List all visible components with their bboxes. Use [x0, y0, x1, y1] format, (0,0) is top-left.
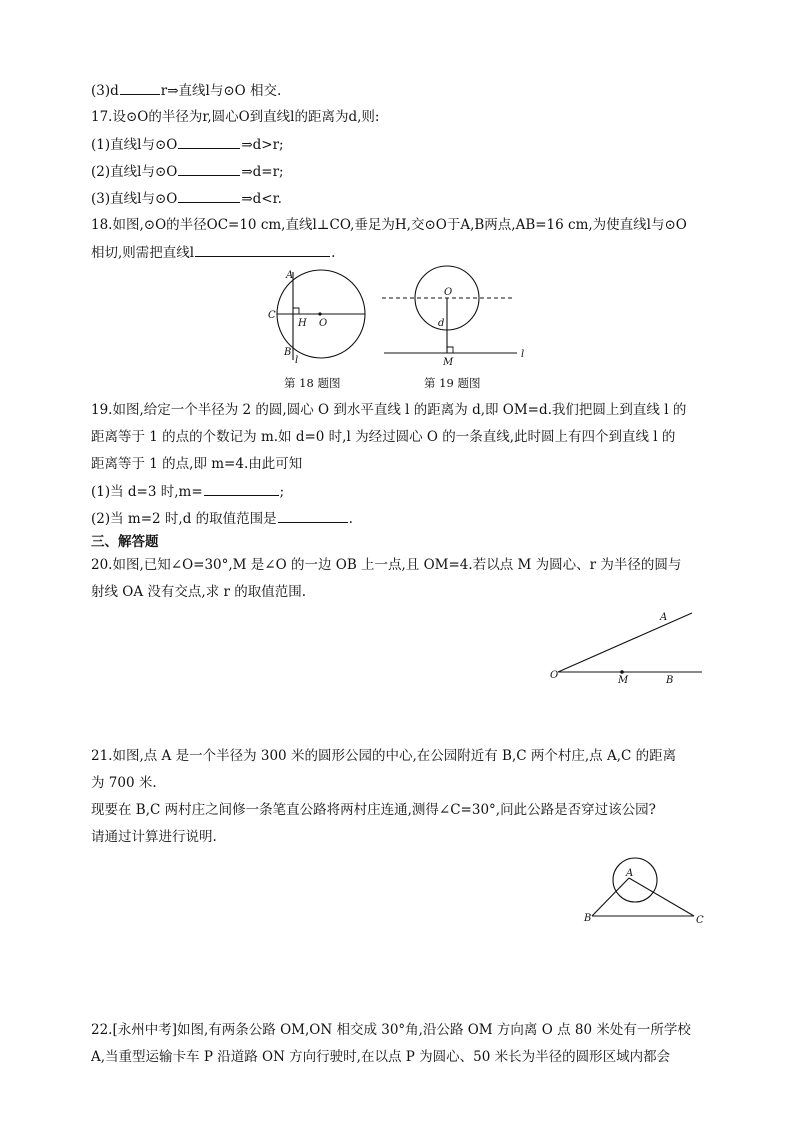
q20-line1: 20.如图,已知∠O=30°,M 是∠O 的一边 OB 上一点,且 OM=4.若以点 M 为圆心、r 为半径的圆与 [91, 557, 682, 573]
label-o: O [550, 670, 559, 681]
q19-part2 [91, 509, 353, 528]
label-o: O [319, 318, 328, 329]
q17-part1 [91, 135, 284, 154]
q19-part2-post: . [348, 511, 353, 527]
figure-20 [545, 608, 705, 688]
q16-part3-pre: (3)d [91, 83, 119, 99]
label-l: l [295, 355, 299, 364]
label-l: l [521, 349, 525, 360]
q21-line2: 为 700 米. [91, 775, 157, 791]
segment-ac [629, 878, 694, 916]
q22-line1: 22.[永州中考]如图,有两条公路 OM,ON 相交成 30°角,沿公路 OM 方向离 O 点 80 米处有一所学校 [91, 1022, 691, 1038]
q19-part1-post: ; [279, 484, 285, 500]
q19-part1-pre: (1)当 d=3 时,m= [91, 484, 203, 500]
q18-line2 [91, 243, 335, 262]
answer-blank[interactable] [120, 81, 160, 95]
label-c: C [268, 310, 276, 321]
figure-19 [382, 262, 534, 368]
ray-oa [558, 613, 692, 672]
park-circle [613, 858, 657, 902]
q16-part3 [91, 81, 281, 100]
q20-line2: 射线 OA 没有交点,求 r 的取值范围. [91, 584, 307, 600]
answer-blank[interactable] [178, 162, 240, 176]
q17-part2-pre: (2)直线l与⊙O [91, 164, 178, 180]
q18-line2-post: . [331, 245, 336, 261]
q17-part2-post: ⇒d=r; [241, 164, 284, 180]
q21-line3: 现要在 B,C 两村庄之间修一条笔直公路将两村庄连通,测得∠C=30°,问此公路是否穿过该公园? [91, 802, 656, 818]
segment-ab [592, 878, 629, 916]
label-b: B [284, 347, 292, 358]
caption-18: 第 18 题图 [284, 376, 341, 390]
q22-line2: A,当重型运输卡车 P 沿道路 ON 方向行驶时,在以点 P 为圆心、50 米长为半径的圆形区域内都会 [91, 1049, 671, 1065]
q19-line3: 距离等于 1 的点,即 m=4.由此可知 [91, 456, 303, 472]
point-m [620, 670, 624, 674]
q19-part2-pre: (2)当 m=2 时,d 的取值范围是 [91, 511, 277, 527]
label-h: H [298, 318, 307, 329]
q18-line1: 18.如图,⊙O的半径OC=10 cm,直线l⊥CO,垂足为H,交⊙O于A,B两点,AB=16 cm,为使直线l与⊙O [91, 217, 687, 233]
label-d: d [438, 318, 445, 329]
label-a: A [626, 868, 634, 879]
q17-part3-pre: (3)直线l与⊙O [91, 191, 178, 207]
label-o: O [444, 287, 453, 298]
center-point [318, 312, 321, 315]
caption-19: 第 19 题图 [424, 376, 481, 390]
q21-line4: 请通过计算进行说明. [91, 829, 217, 845]
right-angle-mark [447, 347, 453, 353]
label-a: A [660, 612, 668, 623]
label-m: M [443, 357, 454, 368]
q21-line1: 21.如图,点 A 是一个半径为 300 米的圆形公园的中心,在公园附近有 B,C 两个村庄,点 A,C 的距离 [91, 748, 677, 764]
label-b: B [584, 913, 592, 924]
figure-18 [262, 264, 374, 364]
label-a: A [286, 270, 294, 281]
q17-part3-post: ⇒d<r. [241, 191, 282, 207]
q17-part1-pre: (1)直线l与⊙O [91, 137, 178, 153]
right-angle-mark [293, 308, 299, 314]
answer-blank[interactable] [204, 482, 279, 496]
q19-line1: 19.如图,给定一个半径为 2 的圆,圆心 O 到水平直线 l 的距离为 d,即 OM=d.我们把圆上到直线 l 的 [91, 402, 687, 418]
answer-blank[interactable] [278, 509, 348, 523]
q19-line2: 距离等于 1 的点的个数记为 m.如 d=0 时,l 为经过圆心 O 的一条直线,此时圆上有四个到直线 l 的 [91, 429, 676, 445]
q17-part1-post: ⇒d>r; [241, 137, 284, 153]
label-m: M [618, 675, 629, 686]
label-b: B [666, 675, 674, 686]
section-heading: 三、解答题 [91, 534, 159, 550]
answer-blank[interactable] [178, 189, 240, 203]
q17-part2 [91, 162, 284, 181]
label-c: C [696, 915, 704, 926]
q18-line2-pre: 相切,则需把直线l [91, 245, 195, 261]
q17-part3 [91, 189, 282, 208]
q19-part1 [91, 482, 284, 501]
figure-21 [575, 852, 710, 932]
q17-stem: 17.设⊙O的半径为r,圆心O到直线l的距离为d,则: [91, 109, 380, 125]
answer-blank[interactable] [195, 243, 330, 257]
q16-part3-post: r⇒直线l与⊙O 相交. [160, 83, 282, 99]
answer-blank[interactable] [178, 135, 240, 149]
